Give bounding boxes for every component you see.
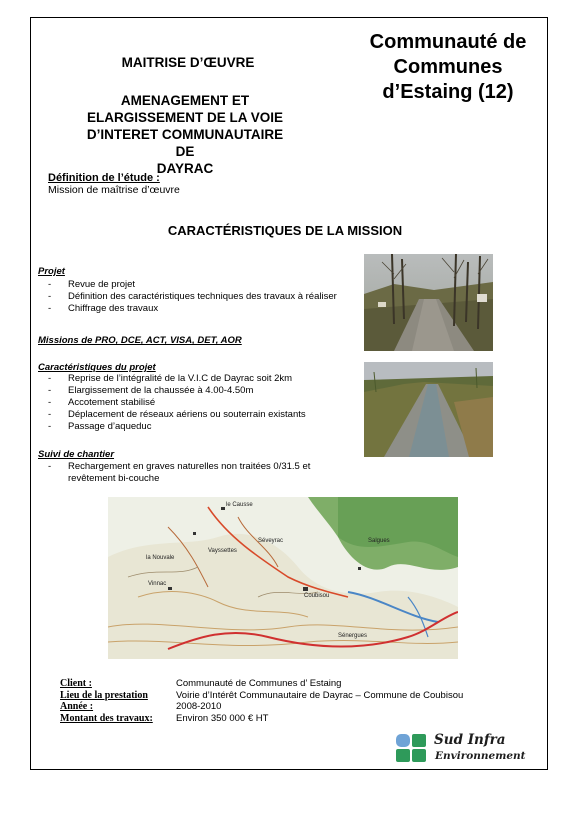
map-label: Sénergues <box>338 633 368 639</box>
map-label: Coubisou <box>304 593 330 599</box>
list-item: - Accotement stabilisé <box>42 397 352 409</box>
info-row <box>60 713 463 725</box>
info-label: Client : <box>60 678 92 689</box>
missions-heading: Missions de PRO, DCE, ACT, VISA, DET, AOR <box>38 335 242 346</box>
list-item: - Reprise de l’intégralité de la V.I.C de Dayrac soit 2km <box>42 373 352 385</box>
definition-label: Définition de l’étude : <box>48 172 160 184</box>
map-label: Salgues <box>368 538 390 544</box>
maitrise-heading: MAITRISE D’ŒUVRE <box>121 55 255 70</box>
project-title-line-4: DAYRAC <box>156 161 214 176</box>
info-label: Année : <box>60 701 94 712</box>
logo-subtext: Environnement <box>435 750 526 762</box>
logo-text: Sud Infra <box>434 732 506 748</box>
map-label: le Causse <box>226 502 253 508</box>
project-title-line-1: AMENAGEMENT ET <box>120 93 250 108</box>
map-label: la Nouvale <box>146 555 175 561</box>
road-photo-1 <box>364 254 493 351</box>
definition-text: Mission de maîtrise d’œuvre <box>48 184 180 196</box>
list-item: - Rechargement en graves naturelles non traitées 0/31.5 et revêtement bi-couche <box>42 461 360 485</box>
list-item: - Chiffrage des travaux <box>42 303 352 315</box>
caracteristiques-list <box>42 373 352 433</box>
company-line-3: d’Estaing (12) <box>382 81 514 103</box>
projet-heading: Projet <box>38 266 65 277</box>
project-title-line-2: ELARGISSEMENT DE LA VOIE <box>86 110 284 125</box>
section-title: CARACTÉRISTIQUES DE LA MISSION <box>167 223 403 238</box>
info-value: Environ 350 000 € HT <box>176 712 269 724</box>
info-value: 2008-2010 <box>176 701 222 712</box>
info-label: Lieu de la prestation <box>60 689 148 701</box>
projet-list <box>42 279 352 315</box>
map-label: Vayssettes <box>208 548 237 554</box>
suivi-heading: Suivi de chantier <box>38 449 115 460</box>
map-label: Vinnac <box>148 581 167 587</box>
project-info <box>60 678 463 724</box>
project-title <box>80 92 290 177</box>
map-label: Séveyrac <box>258 538 284 544</box>
company-line-2: Communes <box>393 56 503 78</box>
company-name <box>358 30 538 105</box>
info-label: Montant des travaux: <box>60 712 153 724</box>
info-value: Voirie d’Intérêt Communautaire de Dayrac – Commune de Coubisou <box>176 689 464 701</box>
suivi-list <box>42 461 360 485</box>
sud-infra-logo <box>394 732 539 766</box>
list-item: - Revue de projet <box>42 279 352 291</box>
road-photo-2 <box>364 362 493 457</box>
topographic-map <box>108 497 458 659</box>
list-item: - Elargissement de la chaussée à 4.00-4.50m <box>42 385 352 397</box>
info-row <box>60 678 463 690</box>
project-title-line-3: D’INTERET COMMUNAUTAIRE DE <box>86 127 284 159</box>
info-row <box>60 690 463 702</box>
info-row <box>60 701 463 713</box>
list-item: - Passage d’aqueduc <box>42 421 352 433</box>
list-item: - Définition des caractéristiques techniques des travaux à réaliser <box>42 291 352 303</box>
caracteristiques-heading: Caractéristiques du projet <box>38 362 156 373</box>
company-line-1: Communauté de <box>369 31 527 53</box>
logo-squares-icon <box>394 732 430 766</box>
info-value: Communauté de Communes d’ Estaing <box>176 678 342 689</box>
list-item: - Déplacement de réseaux aériens ou souterrain existants <box>42 409 352 421</box>
